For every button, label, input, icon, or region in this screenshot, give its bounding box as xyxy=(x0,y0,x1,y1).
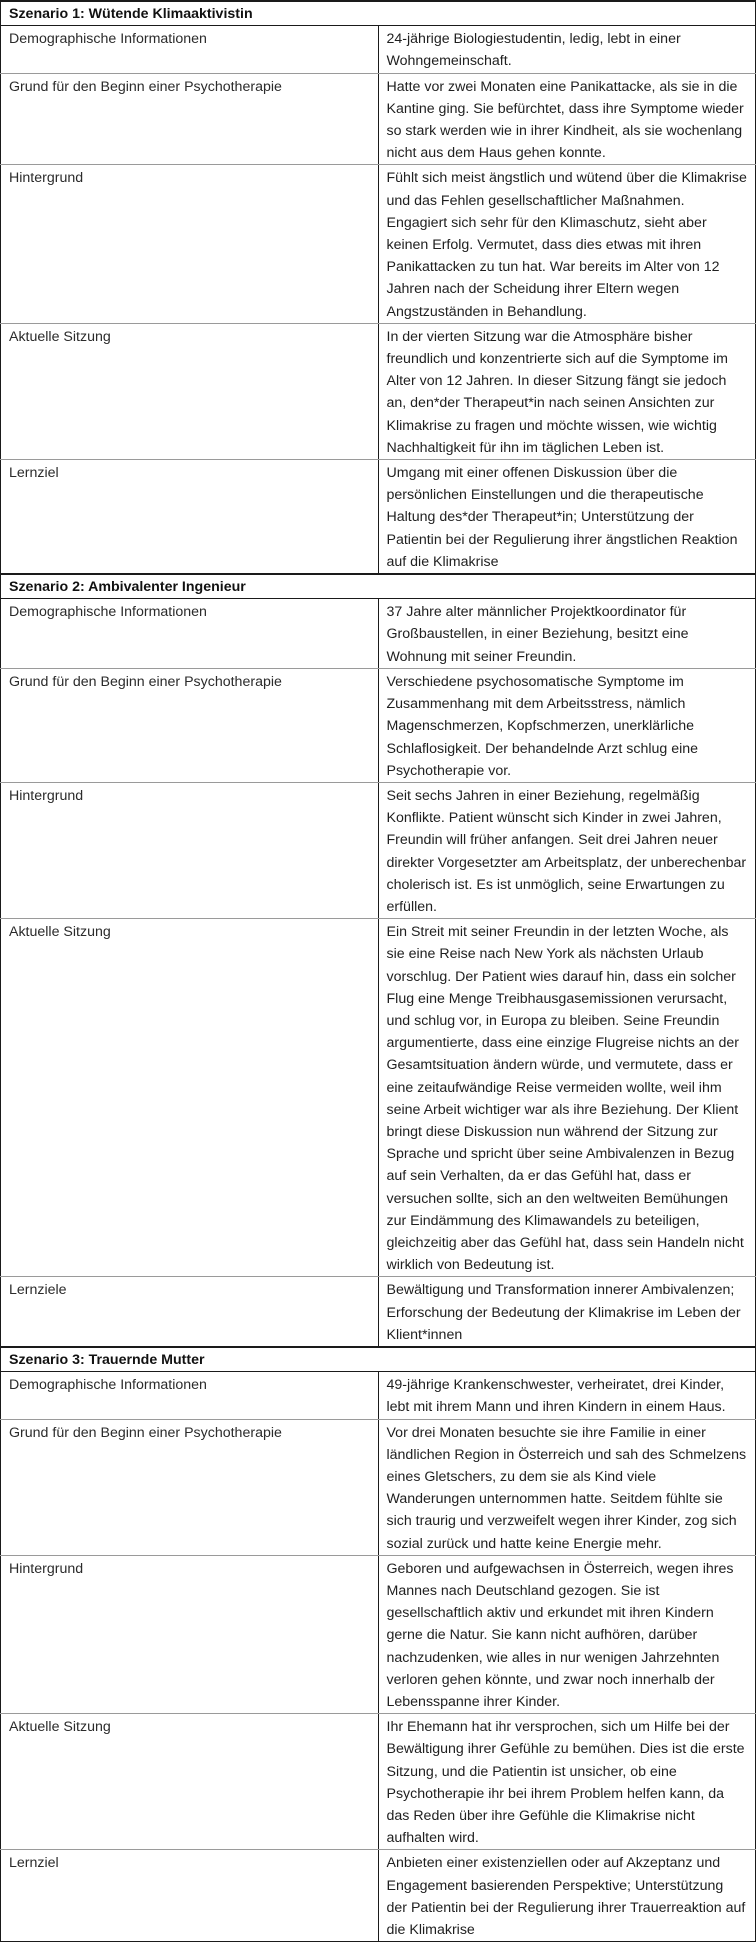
table-row xyxy=(1,165,756,323)
row-value: 24-jährige Biologiestudentin, ledig, lebt in einer Wohngemeinschaft. xyxy=(378,26,756,73)
table-row xyxy=(1,26,756,73)
table-row xyxy=(1,1555,756,1713)
row-label: Aktuelle Sitzung xyxy=(1,919,379,1277)
row-value: Ihr Ehemann hat ihr versprochen, sich um Hilfe bei der Bewältigung ihrer Gefühle zu bemühen. Dies ist die erste Sitzung, und die Patientin ist unsicher, ob eine Psychotherapie ihr bei ihrem Problem helfen kann, da das Reden über ihre Gefühle die Klimakrise nicht aufhalten wird. xyxy=(378,1714,756,1850)
row-value: In der vierten Sitzung war die Atmosphäre bisher freundlich und konzentrierte sich auf die Symptome im Alter von 12 Jahren. In dieser Sitzung fängt sie jedoch an, den*der Therapeut*in nach seinen Ansichten zur Klimakrise zu fragen und möchte wissen, wie wichtig Nachhaltigkeit für ihn im täglichen Leben ist. xyxy=(378,323,756,459)
table-row xyxy=(1,460,756,575)
scenario-2-header xyxy=(1,574,756,599)
row-value: Vor drei Monaten besuchte sie ihre Familie in einer ländlichen Region in Österreich und sah des Schmelzens eines Gletschers, zu dem sie als Kind viele Wanderungen unternommen hatte. Seitdem fühlte sie sich traurig und verzweifelt wegen ihrer Kinder, zog sich sozial zurück und hatte keine Energie mehr. xyxy=(378,1419,756,1555)
row-value: Verschiedene psychosomatische Symptome im Zusammenhang mit dem Arbeitsstress, nämlich Magenschmerzen, Kopfschmerzen, unerklärliche Schlaflosigkeit. Der behandelnde Arzt schlug eine Psychotherapie vor. xyxy=(378,668,756,782)
row-value: Hatte vor zwei Monaten eine Panikattacke, als sie in die Kantine ging. Sie befürchtet, dass ihre Symptome wieder so stark werden wie in ihrer Kindheit, als sie wochenlang nicht aus dem Haus gehen konnte. xyxy=(378,73,756,165)
row-value: 37 Jahre alter männlicher Projektkoordinator für Großbaustellen, in einer Beziehung, besitzt eine Wohnung mit seiner Freundin. xyxy=(378,599,756,669)
table-row xyxy=(1,323,756,459)
row-value: Fühlt sich meist ängstlich und wütend über die Klimakrise und das Fehlen gesellschaftlicher Maßnahmen. Engagiert sich sehr für den Klimaschutz, sieht aber keinen Erfolg. Vermutet, dass dies etwas mit ihren Panikattacken zu tun hat. War bereits im Alter von 12 Jahren nach der Scheidung ihrer Eltern wegen Angstzuständen in Behandlung. xyxy=(378,165,756,323)
row-label: Aktuelle Sitzung xyxy=(1,1714,379,1850)
scenario-3-header xyxy=(1,1347,756,1372)
table-row xyxy=(1,919,756,1277)
table-row xyxy=(1,1372,756,1419)
row-label: Lernziele xyxy=(1,1277,379,1347)
scenario-1-header xyxy=(1,1,756,26)
table-row xyxy=(1,1277,756,1347)
row-value: Anbieten einer existenziellen oder auf Akzeptanz und Engagement basierenden Perspektive; Unterstützung der Patientin bei der Regulierung ihrer Trauerreaktion auf die Klimakrise xyxy=(378,1850,756,1942)
row-label: Hintergrund xyxy=(1,165,379,323)
row-value: Bewältigung und Transformation innerer Ambivalenzen; Erforschung der Bedeutung der Klimakrise im Leben der Klient*innen xyxy=(378,1277,756,1347)
table-row xyxy=(1,782,756,918)
row-label: Lernziel xyxy=(1,460,379,575)
row-value: Geboren und aufgewachsen in Österreich, wegen ihres Mannes nach Deutschland gezogen. Sie ist gesellschaftlich aktiv und erkundet mit ihren Kindern gerne die Natur. Sie kann nicht aufhören, darüber nachzudenken, wie alles in nur wenigen Jahrzehnten verloren gehen könnte, und zwar noch innerhalb der Lebensspanne ihrer Kinder. xyxy=(378,1555,756,1713)
table-row xyxy=(1,1714,756,1850)
table-row xyxy=(1,1850,756,1942)
scenario-title: Szenario 1: Wütende Klimaaktivistin xyxy=(1,1,756,26)
row-label: Grund für den Beginn einer Psychotherapie xyxy=(1,1419,379,1555)
row-label: Demographische Informationen xyxy=(1,599,379,669)
row-label: Grund für den Beginn einer Psychotherapie xyxy=(1,73,379,165)
table-row xyxy=(1,73,756,165)
row-label: Hintergrund xyxy=(1,1555,379,1713)
row-value: 49-jährige Krankenschwester, verheiratet, drei Kinder, lebt mit ihrem Mann und ihren Kindern in einem Haus. xyxy=(378,1372,756,1419)
scenario-title: Szenario 2: Ambivalenter Ingenieur xyxy=(1,574,756,599)
row-value: Seit sechs Jahren in einer Beziehung, regelmäßig Konflikte. Patient wünscht sich Kinder in zwei Jahren, Freundin will früher anfangen. Seit drei Jahren neuer direkter Vorgesetzter am Arbeitsplatz, der unberechenbar cholerisch ist. Es ist unmöglich, seine Erwartungen zu erfüllen. xyxy=(378,782,756,918)
row-value: Ein Streit mit seiner Freundin in der letzten Woche, als sie eine Reise nach New York als nächsten Urlaub vorschlug. Der Patient wies darauf hin, dass ein solcher Flug eine Menge Treibhausgasemissionen verursacht, und schlug vor, in Europa zu bleiben. Seine Freundin argumentierte, dass eine einzige Flugreise nichts an der Gesamtsituation ändern würde, und vermutete, dass er eine zeitaufwändige Reise vermeiden wollte, weil ihm seine Arbeit wichtiger war als ihre Beziehung. Der Klient bringt diese Diskussion nun während der Sitzung zur Sprache und spricht über seine Ambivalenzen in Bezug auf sein Verhalten, da er das Gefühl hat, dass er versuchen sollte, sich an den weltweiten Bemühungen zur Eindämmung des Klimawandels zu beteiligen, gleichzeitig aber das Gefühl hat, dass sein Handeln nicht wirklich von Bedeutung ist. xyxy=(378,919,756,1277)
table-row xyxy=(1,1419,756,1555)
row-label: Aktuelle Sitzung xyxy=(1,323,379,459)
table-row xyxy=(1,668,756,782)
row-label: Hintergrund xyxy=(1,782,379,918)
table-row xyxy=(1,599,756,669)
row-value: Umgang mit einer offenen Diskussion über die persönlichen Einstellungen und die therapeutische Haltung des*der Therapeut*in; Unterstützung der Patientin bei der Regulierung ihrer ängstlichen Reaktion auf die Klimakrise xyxy=(378,460,756,575)
row-label: Demographische Informationen xyxy=(1,1372,379,1419)
row-label: Demographische Informationen xyxy=(1,26,379,73)
row-label: Lernziel xyxy=(1,1850,379,1942)
row-label: Grund für den Beginn einer Psychotherapie xyxy=(1,668,379,782)
scenario-title: Szenario 3: Trauernde Mutter xyxy=(1,1347,756,1372)
